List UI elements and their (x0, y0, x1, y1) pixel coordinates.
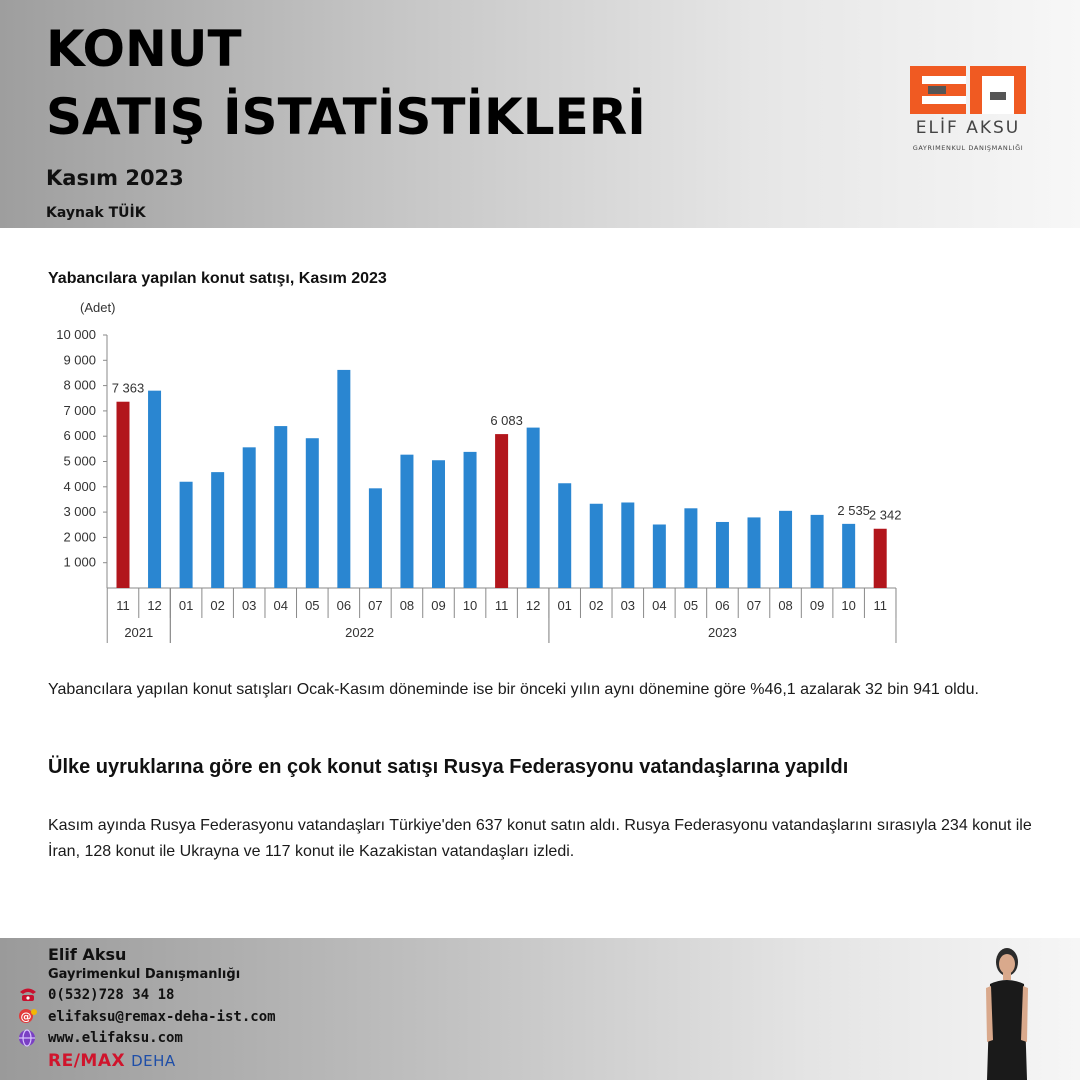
remax-wordmark: RE/MAX (48, 1051, 126, 1071)
bar (558, 483, 571, 588)
data-label: 2 535 (837, 502, 870, 518)
bar (432, 460, 445, 588)
foreign-sales-bar-chart (0, 290, 1080, 650)
data-label: 6 083 (490, 413, 523, 429)
bar (495, 434, 508, 588)
bar (874, 529, 887, 588)
bar (621, 502, 634, 588)
x-tick-label: 03 (620, 598, 636, 613)
bar (148, 391, 161, 588)
agent-photo (972, 940, 1042, 1080)
y-tick-label: 10 000 (56, 327, 96, 342)
y-tick-label: 9 000 (63, 352, 96, 368)
office-name: DEHA (131, 1052, 176, 1070)
brand-logo (898, 62, 1038, 162)
y-tick-label: 3 000 (63, 504, 96, 520)
x-tick-label: 04 (273, 598, 288, 613)
y-tick-label: 5 000 (63, 453, 96, 469)
data-label: 2 342 (868, 507, 902, 523)
x-tick-label: 05 (305, 598, 320, 613)
x-tick-label: 12 (525, 598, 541, 613)
bar (527, 428, 540, 588)
bar (243, 447, 256, 588)
section-heading: Ülke uyruklarına göre en çok konut satışı Rusya Federasyonu vatandaşlarına yapıldı (48, 756, 849, 778)
y-tick-label: 6 000 (63, 428, 96, 444)
x-tick-label: 07 (368, 598, 383, 613)
bar (716, 522, 729, 588)
y-tick-label: 8 000 (63, 377, 96, 393)
summary-paragraph: Yabancılara yapılan konut satışları Ocak-Kasım döneminde ise bir önceki yılın aynı dönemine göre %46,1 azalarak 32 bin 941 oldu. (48, 681, 979, 698)
agent-title: Gayrimenkul Danışmanlığı (48, 967, 241, 982)
x-tick-label: 02 (210, 598, 225, 613)
data-source: Kaynak TÜİK (46, 205, 146, 221)
bar (748, 517, 761, 588)
logo-tagline: GAYRIMENKUL DANIŞMANLIĞI (912, 144, 1024, 152)
x-tick-label: 04 (652, 598, 667, 613)
data-label: 7 363 (111, 380, 145, 396)
page-title-line1: KONUT (46, 20, 242, 78)
x-tick-label: 12 (147, 598, 162, 613)
nationality-paragraph: Kasım ayında Rusya Federasyonu vatandaşları Türkiye'den 637 konut satın aldı. Rusya Federasyonu vatandaşlarını sırasıyla 234 konut ile İran, 128 konut ile Ukrayna ve 117 konut ile Kazakistan vatandaşları izledi. (48, 817, 1032, 860)
bar (337, 370, 350, 588)
bar (117, 402, 130, 588)
y-tick-label: 4 000 (63, 478, 96, 494)
x-tick-label: 01 (178, 598, 194, 613)
website-link[interactable]: www.elifaksu.com (48, 1030, 183, 1046)
phone-icon (17, 985, 39, 1003)
x-tick-label: 11 (116, 598, 130, 613)
bar (811, 515, 824, 588)
x-tick-label: 11 (494, 598, 509, 613)
globe-icon (17, 1029, 39, 1047)
y-tick-label: 2 000 (63, 529, 96, 545)
year-label: 2023 (707, 625, 737, 640)
x-tick-label: 08 (399, 598, 415, 613)
logo-name: ELİF AKSU (915, 118, 1021, 138)
logo-mark-icon (898, 62, 1038, 118)
y-tick-label: 1 000 (63, 554, 96, 570)
y-unit-label: (Adet) (80, 300, 116, 315)
bar (180, 482, 193, 588)
bar (400, 455, 413, 588)
bar (369, 488, 382, 588)
x-tick-label: 03 (241, 598, 257, 613)
x-tick-label: 06 (715, 598, 730, 613)
bar (684, 508, 697, 588)
x-tick-label: 11 (873, 598, 887, 613)
year-label: 2022 (345, 625, 375, 640)
y-tick-label: 7 000 (63, 402, 96, 418)
bar (653, 524, 666, 588)
x-tick-label: 05 (683, 598, 699, 613)
email-link[interactable]: elifaksu@remax-deha-ist.com (48, 1009, 276, 1025)
bar (211, 472, 224, 588)
x-tick-label: 10 (462, 598, 478, 613)
bar (779, 511, 792, 588)
page-title-line2: SATIŞ İSTATİSTİKLERİ (46, 88, 646, 146)
bar (274, 426, 287, 588)
chart-title: Yabancılara yapılan konut satışı, Kasım 2023 (48, 270, 387, 287)
agent-name: Elif Aksu (48, 945, 127, 964)
bar (842, 524, 855, 588)
x-tick-label: 09 (431, 598, 446, 613)
bar (590, 504, 603, 588)
year-label: 2021 (124, 625, 154, 640)
bar (306, 438, 319, 588)
x-tick-label: 08 (778, 598, 793, 613)
x-tick-label: 09 (809, 598, 825, 613)
svg-text:@: @ (20, 1010, 32, 1023)
x-tick-label: 02 (589, 598, 604, 613)
x-tick-label: 01 (557, 598, 572, 613)
x-tick-label: 06 (336, 598, 352, 613)
bar (464, 452, 477, 588)
phone-number[interactable]: 0(532)728 34 18 (48, 987, 175, 1003)
x-tick-label: 10 (841, 598, 856, 613)
remax-brand (48, 1051, 176, 1071)
report-period: Kasım 2023 (46, 166, 184, 190)
x-tick-label: 07 (746, 598, 762, 613)
email-icon (17, 1007, 39, 1025)
